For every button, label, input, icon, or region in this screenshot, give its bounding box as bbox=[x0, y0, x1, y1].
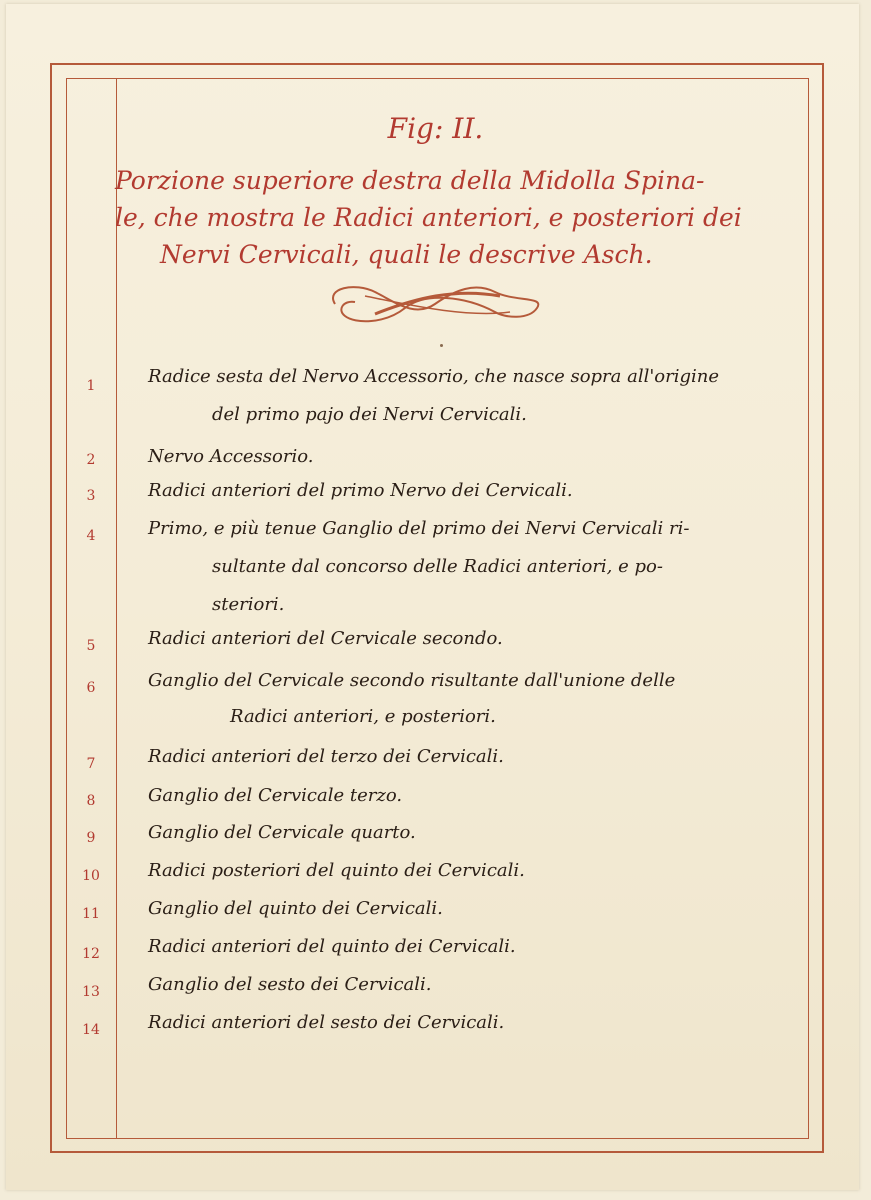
entry-number: 4 bbox=[86, 528, 96, 544]
entry-number: 14 bbox=[82, 1022, 100, 1038]
entry-text: Radici anteriori del sesto dei Cervicali. bbox=[148, 1012, 505, 1033]
entry-text-continued: del primo pajo dei Nervi Cervicali. bbox=[212, 404, 527, 425]
entry-number: 10 bbox=[82, 868, 100, 884]
entry-text: Radici posteriori del quinto dei Cervicali. bbox=[148, 860, 525, 881]
entry-text: Ganglio del sesto dei Cervicali. bbox=[148, 974, 432, 995]
entry-text-continued: Radici anteriori, e posteriori. bbox=[230, 706, 496, 727]
entry-text: Ganglio del Cervicale secondo risultante dall'unione delle bbox=[148, 670, 676, 691]
ink-dot bbox=[440, 344, 443, 347]
entry-number: 11 bbox=[82, 906, 100, 922]
entry-text: Radici anteriori del terzo dei Cervicali. bbox=[148, 746, 504, 767]
caption-line-2: le, che mostra le Radici anteriori, e posteriori dei bbox=[115, 203, 742, 232]
entry-number: 9 bbox=[86, 830, 96, 846]
entry-number: 2 bbox=[86, 452, 96, 468]
entry-number: 5 bbox=[86, 638, 96, 654]
entry-number: 7 bbox=[86, 756, 96, 772]
entry-text-continued: steriori. bbox=[212, 594, 285, 615]
entry-text: Radice sesta del Nervo Accessorio, che nasce sopra all'origine bbox=[148, 366, 720, 387]
caption-line-1: Porzione superiore destra della Midolla Spina- bbox=[115, 166, 705, 195]
entry-text: Primo, e più tenue Ganglio del primo dei Nervi Cervicali ri- bbox=[148, 518, 690, 539]
entry-text: Ganglio del Cervicale quarto. bbox=[148, 822, 416, 843]
entry-text: Radici anteriori del quinto dei Cervicali. bbox=[148, 936, 516, 957]
entry-text: Radici anteriori del Cervicale secondo. bbox=[148, 628, 503, 649]
entry-text: Ganglio del quinto dei Cervicali. bbox=[148, 898, 443, 919]
entry-number: 6 bbox=[86, 680, 96, 696]
entry-text: Nervo Accessorio. bbox=[148, 446, 314, 467]
entry-text: Ganglio del Cervicale terzo. bbox=[148, 785, 403, 806]
entry-number: 8 bbox=[86, 793, 96, 809]
figure-caption bbox=[115, 162, 805, 273]
caption-line-3: Nervi Cervicali, quali le descrive Asch. bbox=[160, 240, 653, 269]
entry-number: 3 bbox=[86, 488, 96, 504]
entry-text: Radici anteriori del primo Nervo dei Cervicali. bbox=[148, 480, 573, 501]
entry-number: 13 bbox=[82, 984, 100, 1000]
entry-text-continued: sultante dal concorso delle Radici anteriori, e po- bbox=[212, 556, 663, 577]
calligraphic-flourish-ornament bbox=[315, 278, 555, 330]
figure-title: Fig: II. bbox=[387, 112, 484, 145]
entry-number: 12 bbox=[82, 946, 100, 962]
entry-number: 1 bbox=[86, 378, 96, 394]
